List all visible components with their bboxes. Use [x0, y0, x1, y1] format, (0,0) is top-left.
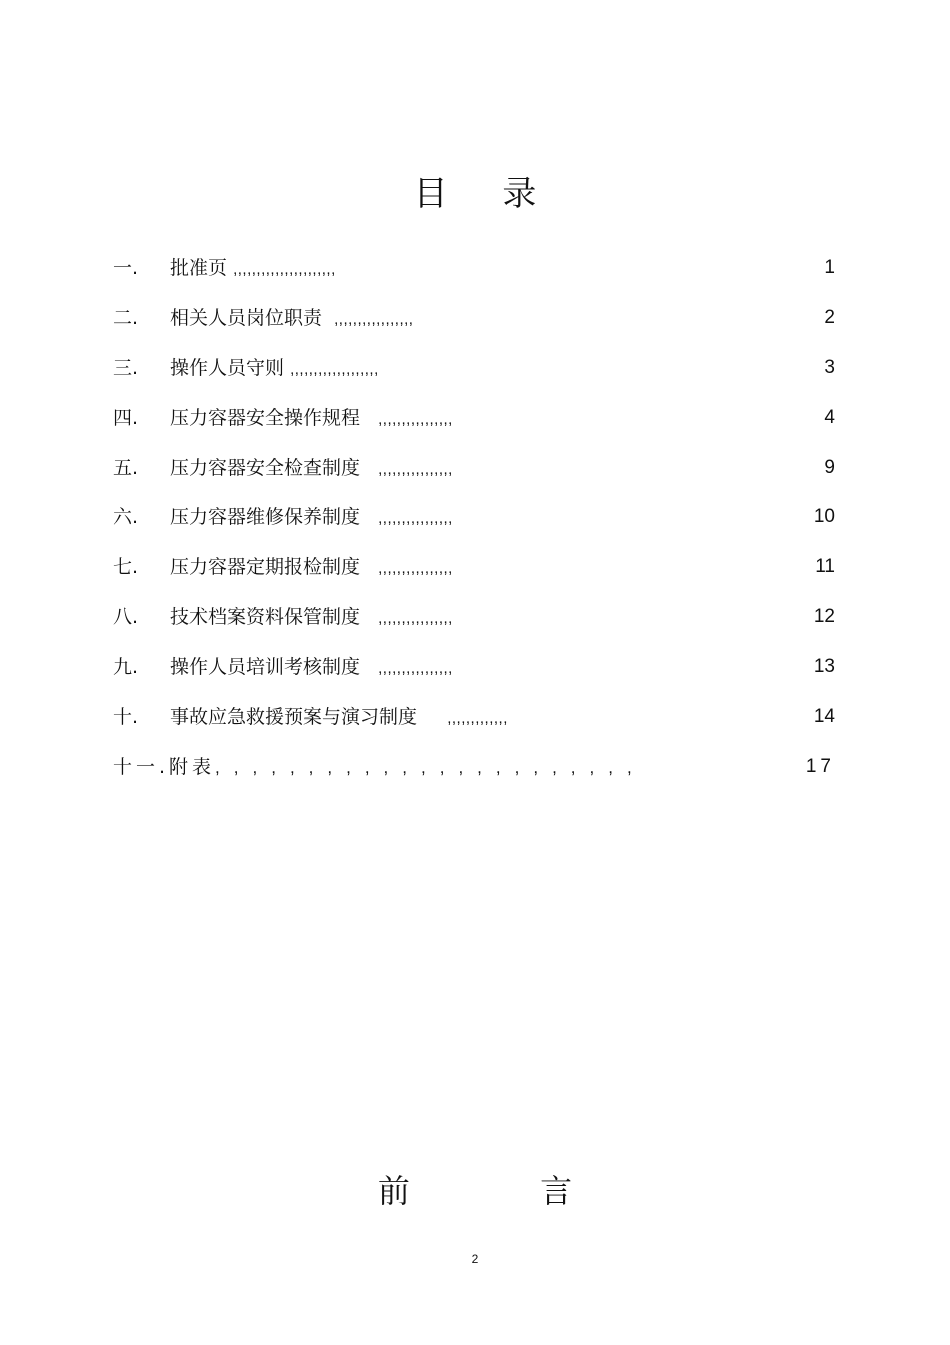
toc-entry[interactable]	[113, 503, 835, 531]
toc-entry-label: 事故应急救援预案与演习制度 ,,,,,,,,,,,,,	[170, 706, 508, 728]
toc-entry-label: 批准页 ,,,,,,,,,,,,,,,,,,,,,,	[170, 257, 336, 279]
toc-leader-dots: ,,,,,,,,,,,,,,,,	[378, 610, 453, 627]
toc-entry-number: 七.	[113, 556, 139, 578]
toc-entry-label: 操作人员守则 ,,,,,,,,,,,,,,,,,,,	[170, 357, 379, 379]
toc-entry-number: 六.	[113, 506, 139, 528]
toc-leader-dots: ,,,,,,,,,,,,,,,,,,,,,,,	[215, 758, 646, 777]
toc-entry-number: 九.	[113, 656, 139, 678]
toc-entry-page: 12	[813, 606, 835, 627]
toc-entry-page: 13	[813, 656, 835, 677]
toc-entry-page: 4	[824, 407, 835, 428]
toc-entry[interactable]	[113, 354, 835, 382]
toc-entry[interactable]	[113, 304, 835, 332]
toc-entry-page: 17	[805, 756, 835, 777]
toc-leader-dots: ,,,,,,,,,,,,,,,,	[378, 660, 453, 677]
toc-entry-number: 一.	[113, 257, 139, 279]
toc-entry-label: 技术档案资料保管制度 ,,,,,,,,,,,,,,,,	[170, 606, 453, 628]
toc-entry-page: 1	[824, 257, 835, 278]
toc-entry[interactable]	[113, 653, 835, 681]
toc-leader-dots: ,,,,,,,,,,,,,,,,	[378, 510, 453, 527]
toc-leader-dots: ,,,,,,,,,,,,,,,,,,,	[290, 361, 379, 378]
toc-leader-dots: ,,,,,,,,,,,,,,,,,,,,,,	[233, 261, 336, 278]
toc-leader-dots: ,,,,,,,,,,,,,,,,	[378, 560, 453, 577]
toc-entry-page: 11	[815, 556, 835, 577]
toc-entry-number: 五.	[113, 457, 139, 479]
toc-entry[interactable]	[113, 553, 835, 581]
toc-entry-page: 3	[824, 357, 835, 378]
toc-entry[interactable]	[113, 454, 835, 482]
toc-entry-number: 十.	[113, 706, 139, 728]
toc-entry-label: 相关人员岗位职责 ,,,,,,,,,,,,,,,,,	[170, 307, 414, 329]
toc-entry-page: 2	[824, 307, 835, 328]
toc-entry[interactable]	[113, 254, 835, 282]
toc-entry-page: 9	[824, 457, 835, 478]
toc-entry-number: 二.	[113, 307, 139, 329]
toc-entry-label: 压力容器安全检查制度 ,,,,,,,,,,,,,,,,	[170, 457, 453, 479]
preface-heading: 前 言	[377, 1172, 633, 1210]
page-number: 2	[471, 1252, 479, 1266]
toc-entry-label: 十一.附表,,,,,,,,,,,,,,,,,,,,,,,	[113, 756, 646, 778]
toc-entry-page: 10	[813, 506, 835, 527]
toc-title: 目 录	[413, 174, 559, 214]
toc-entry-page: 14	[813, 706, 835, 727]
toc-entry[interactable]	[113, 404, 835, 432]
toc-entry-label: 压力容器维修保养制度 ,,,,,,,,,,,,,,,,	[170, 506, 453, 528]
toc-entry[interactable]	[113, 703, 835, 731]
toc-entry-label: 压力容器定期报检制度 ,,,,,,,,,,,,,,,,	[170, 556, 453, 578]
toc-entry-number: 三.	[113, 357, 139, 379]
toc-entry-number: 八.	[113, 606, 139, 628]
toc-leader-dots: ,,,,,,,,,,,,,	[447, 710, 508, 727]
toc-leader-dots: ,,,,,,,,,,,,,,,,	[378, 411, 453, 428]
toc-leader-dots: ,,,,,,,,,,,,,,,,	[378, 461, 453, 478]
toc-leader-dots: ,,,,,,,,,,,,,,,,,	[334, 311, 414, 328]
toc-entry-label: 压力容器安全操作规程 ,,,,,,,,,,,,,,,,	[170, 407, 453, 429]
toc-entry[interactable]	[113, 603, 835, 631]
toc-entry-number: 四.	[113, 407, 139, 429]
toc-entry-appendix[interactable]	[113, 753, 835, 781]
toc-entry-label: 操作人员培训考核制度 ,,,,,,,,,,,,,,,,	[170, 656, 453, 678]
